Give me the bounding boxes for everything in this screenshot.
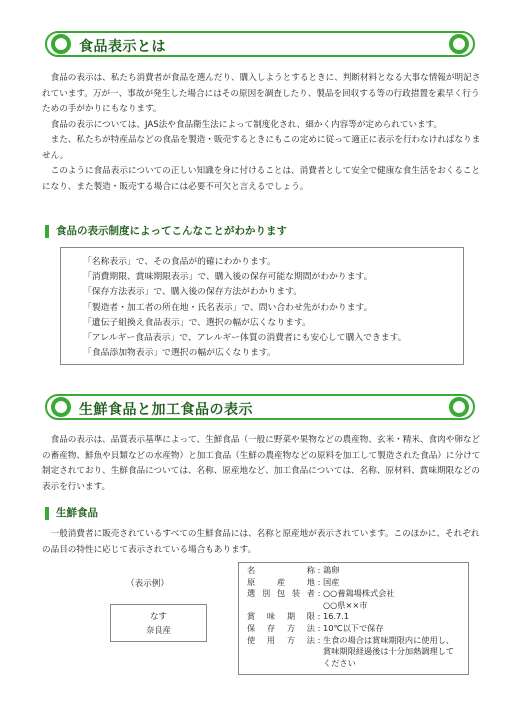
paragraph: 食品の表示については、JAS法や食品衛生法によって制度化され、細かく内容等が定められています。 [50, 119, 443, 130]
spec-row: 名 称 : 鶏卵 [247, 565, 468, 577]
section-title: 食品表示とは [79, 39, 166, 55]
paragraph: 食品の表示は、私たち消費者が食品を選んだり、購入しようとするときに、判断材料となる大事な情報が明記されています。万が一、事故が発生した場合にはその原因を調査したり、製品を回収する等の行政措置を素早く行うための手がかりにもなります。 [42, 73, 481, 114]
sample-name: なす [150, 611, 167, 621]
spec-label-box [238, 562, 469, 675]
spec-key: 使 用 方 法 [247, 634, 315, 645]
spec-row: 保 存 方 法 : 10℃以下で保存 [247, 623, 468, 635]
list-item: 「消費期限、賞味期限表示」で、購入後の保存可能な期間がわかります。 [83, 272, 373, 283]
list-item: 「遺伝子組換え食品表示」で、選択の幅が広くなります。 [83, 317, 311, 328]
section-title: 生鮮食品と加工食品の表示 [79, 402, 253, 418]
circle-icon [51, 34, 71, 54]
spec-key: 選 別 包 装 者 [247, 588, 315, 599]
paragraph: また、私たちが特産品などの食品を製造・販売するときにもこの定めに従って適正に表示を行わなければなりません。 [42, 135, 481, 161]
spec-key: 名 称 [247, 565, 315, 575]
spec-value: 国産 [323, 576, 340, 587]
subheading-fresh: 生鮮食品 [45, 507, 98, 520]
spec-key: 保 存 方 法 [247, 622, 315, 633]
spec-row: 原 産 地 : 国産 [247, 577, 468, 589]
spec-value: 鶏卵 [323, 565, 340, 575]
fresh-text [42, 527, 482, 558]
spec-value: 16.7.1 [323, 611, 350, 622]
section-header-fresh-processed [45, 394, 475, 420]
list-item: 「保存方法表示」で、購入後の保存方法がわかります。 [83, 287, 303, 298]
circle-icon [449, 397, 469, 417]
spec-key: 原 産 地 [247, 576, 315, 587]
section-header-food-labeling [45, 31, 475, 57]
spec-value: ○○養鶏場株式会社 ○○県××市 [323, 588, 395, 610]
info-box [60, 247, 464, 365]
spec-value: 生食の場合は賞味期限内に使用し、 賞味期限経過後は十分加熱調理して ください [323, 634, 455, 668]
sample-label [110, 604, 207, 642]
subheading-system: 食品の表示制度によってこんなことがわかります [45, 225, 287, 238]
spec-key: 賞 味 期 限 [247, 611, 315, 622]
paragraph: 食品の表示は、品質表示基準によって、生鮮食品（一般に野菜や果物などの農産物、玄米・精米、食肉や卵などの畜産物、鮮魚や貝類などの水産物）と加工食品（生鮮の農産物などの原料を加工して製造された食品）に分けて制定されており、生鮮食品については、名称、原産地など、加工食品については、名称、原材料、賞味期限などの表示を行います。 [42, 435, 481, 492]
intro-text [42, 71, 482, 195]
sample-origin: 奈良産 [145, 625, 172, 635]
spec-row: 選 別 包 装 者 : ○○養鶏場株式会社 ○○県××市 [247, 588, 468, 611]
list-item: 「アレルギー食品表示」で、アレルギー体質の消費者にも安心して購入できます。 [83, 333, 407, 344]
paragraph: 一般消費者に販売されているすべての生鮮食品には、名称と原産地が表示されています。このほかに、それぞれの品目の特性に応じて表示されている場合もあります。 [42, 529, 480, 555]
list-item: 「食品添加物表示」で選択の幅が広くなります。 [83, 348, 276, 359]
list-item: 「製造者・加工者の所在地・氏名表示」で、問い合わせ先がわかります。 [83, 302, 373, 313]
example-label: （表示例） [126, 579, 169, 589]
circle-icon [51, 397, 71, 417]
circle-icon [449, 34, 469, 54]
spec-row: 使 用 方 法 : 生食の場合は賞味期限内に使用し、 賞味期限経過後は十分加熱調理して ください [247, 635, 468, 670]
spec-value: 10℃以下で保存 [323, 622, 384, 633]
fresh-processed-text [42, 433, 482, 495]
list-item: 「名称表示」で、その食品が的確にわかります。 [83, 257, 276, 267]
spec-row: 賞 味 期 限 : 16.7.1 [247, 611, 468, 623]
paragraph: このように食品表示についての正しい知識を身に付けることは、消費者として安全で健康な食生活をおくることになり、また製造・販売する場合には必要不可欠と言えるでしょう。 [42, 166, 481, 192]
